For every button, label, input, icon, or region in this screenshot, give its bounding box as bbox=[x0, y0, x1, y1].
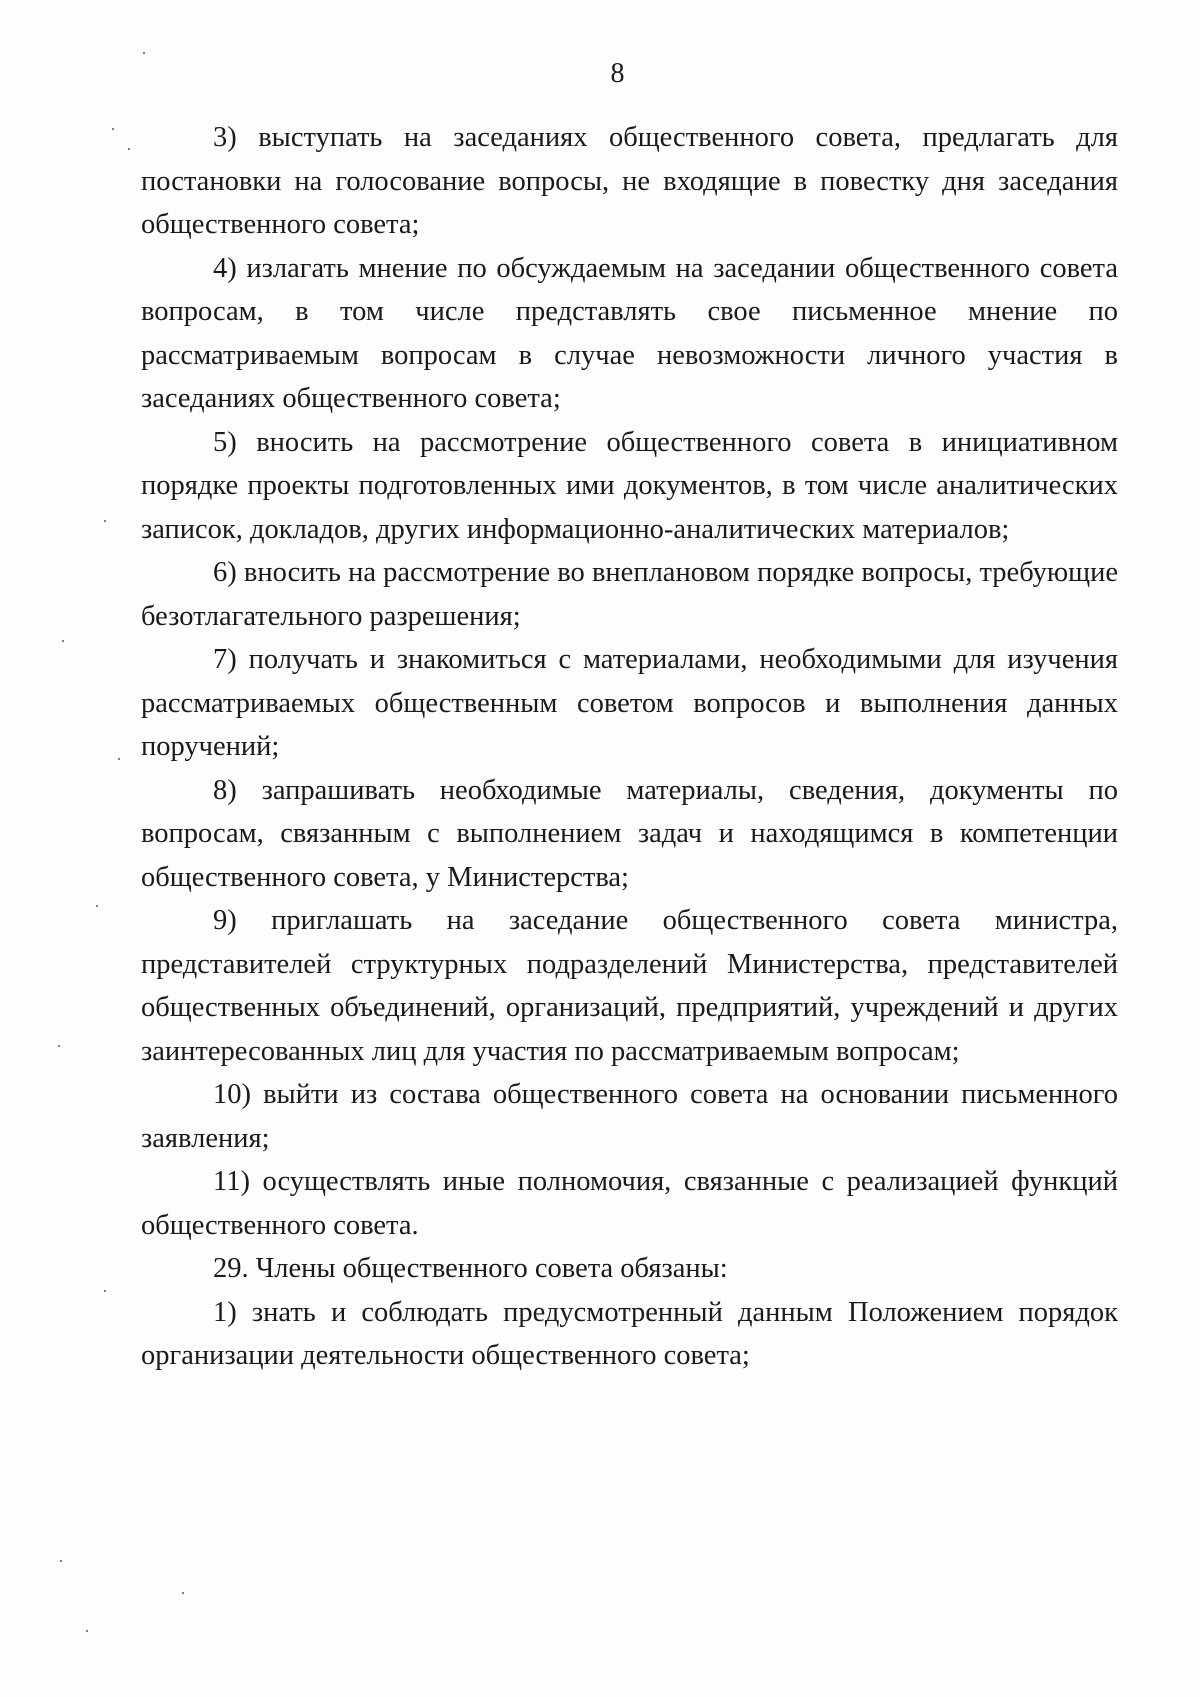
paragraph-item-7: 7) получать и знакомиться с материалами, необходимыми для изучения рассматриваемых общественным советом вопросов и выполнения данных поручений; bbox=[141, 644, 1118, 762]
scan-speck bbox=[96, 905, 98, 907]
paragraph-section-29-item-1: 1) знать и соблюдать предусмотренный данным Положением порядок организации деятельности общественного совета; bbox=[141, 1296, 1118, 1371]
paragraph-section-29: 29. Члены общественного совета обязаны: bbox=[213, 1253, 728, 1284]
scan-speck bbox=[143, 52, 145, 54]
scan-speck bbox=[104, 520, 106, 522]
paragraph-item-9: 9) приглашать на заседание общественного совета министра, представителей структурных подразделений Министерства, представителей общественных объединений, организаций, предприятий, учреждений и других заинтересованных лиц для участия по рассматриваемым вопросам; bbox=[141, 905, 1118, 1067]
paragraph-item-8: 8) запрашивать необходимые материалы, сведения, документы по вопросам, связанным с выполнением задач и находящимся в компетенции общественного совета, у Министерства; bbox=[141, 774, 1118, 893]
scan-speck bbox=[118, 758, 120, 760]
scan-speck bbox=[182, 1592, 184, 1594]
paragraph-item-3: 3) выступать на заседаниях общественного совета, предлагать для постановки на голосование вопросы, не входящие в повестку дня заседания общественного совета; bbox=[141, 122, 1118, 240]
paragraph-item-4: 4) излагать мнение по обсуждаемым на заседании общественного совета вопросам, в том числе представлять свое письменное мнение по рассматриваемым вопросам в случае невозможности личного участия в заседаниях общественного совета; bbox=[141, 252, 1118, 414]
page-number: 8 bbox=[610, 58, 625, 89]
scan-speck bbox=[62, 640, 64, 642]
scan-speck bbox=[112, 128, 114, 130]
paragraph-item-10: 10) выйти из состава общественного совета на основании письменного заявления; bbox=[141, 1079, 1118, 1154]
scan-speck bbox=[58, 1045, 60, 1047]
paragraph-item-5: 5) вносить на рассмотрение общественного совета в инициативном порядке проекты подготовленных ими документов, в том числе аналитических записок, докладов, других информационно-аналитических материалов; bbox=[141, 426, 1118, 545]
scan-speck bbox=[86, 1630, 88, 1632]
scan-speck bbox=[104, 1290, 106, 1292]
scan-speck bbox=[60, 1560, 62, 1562]
scan-speck bbox=[128, 148, 130, 150]
document-body bbox=[141, 116, 1118, 1378]
paragraph-item-6: 6) вносить на рассмотрение во внеплановом порядке вопросы, требующие безотлагательного разрешения; bbox=[141, 557, 1118, 632]
paragraph-item-11: 11) осуществлять иные полномочия, связанные с реализацией функций общественного совета. bbox=[141, 1166, 1118, 1241]
